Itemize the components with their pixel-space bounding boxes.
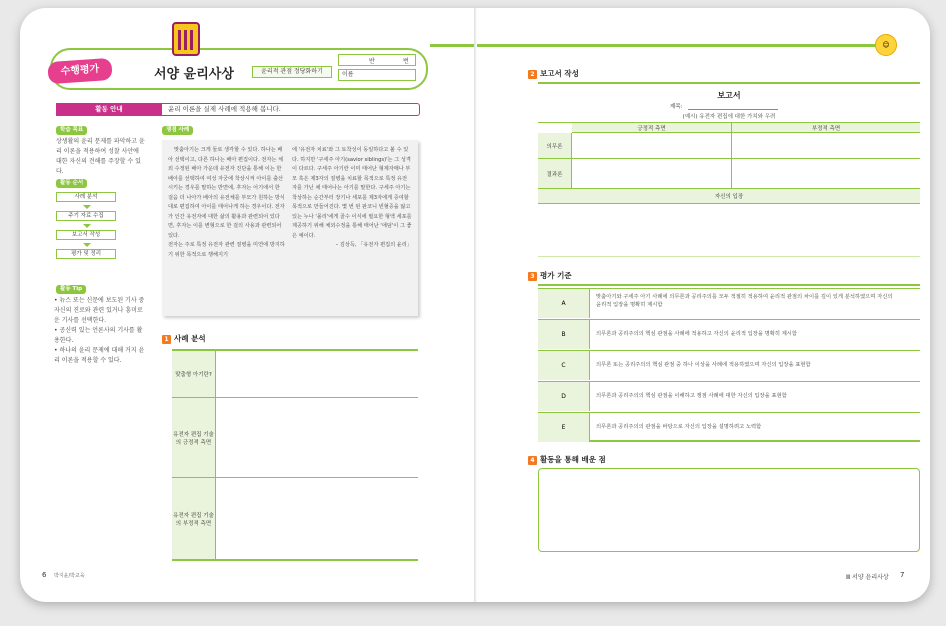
criteria-row-a: A 맞춤아기와 구세주 아기 사례에 의무론과 공리주의를 모두 적절히 적용하여 윤리적 관점의 차이를 깊이 있게 분석하였으며 자신의 윤리적 입장을 명확히 제시함 (538, 288, 920, 318)
report-title: 2 보고서 작성 (528, 68, 579, 79)
learned-title: 4 활동을 통해 배운 점 (528, 454, 606, 465)
tip-tag: 활동 Tip (56, 285, 86, 294)
arrow-down-icon (83, 205, 91, 209)
report-row-deontology: 의무론 (538, 133, 572, 159)
top-rule (430, 44, 890, 47)
goal-tag: 학습 목표 (56, 126, 87, 135)
analysis-answer-3[interactable] (216, 478, 418, 559)
arrow-down-icon (83, 243, 91, 247)
criteria-row-b: B 의무론과 공리주의의 핵심 관점을 사례에 적용하고 자신의 윤리적 입장을 명확히 제시함 (538, 319, 920, 349)
report-cell-2[interactable] (732, 133, 920, 159)
goal-text: 상생활의 윤리 문제를 파악하고 윤리 이론을 적용하여 성찰 사안에 대한 자신의 견해를 주장할 수 있다. (56, 138, 145, 175)
tip-2: • 공신력 있는 언론사의 기사를 활용한다. (54, 327, 143, 344)
case-text-col1: 맞춤아기는 크게 둘로 생각할 수 있다. 하나는 배아 선택이고, 다른 하나는 배아 편집이다. 전자는 체외 수정된 배아 가운데 유전자 진단을 통해 이는 한 배아를 선택하여 여성 자궁에 착상시켜 아이를 출산시키는 경우를 말하는 반면에, 후자는 어기에서 한 걸음 더 나아가 배아의 유전체를 부모가 원하는 방식대로 편집하여 아이를 태어나게 하는 경우이다. 전자가 인간 유전자에 대한 삶의 활용과 관련되어 있다면, 후자는 이를 변형으로 한 걸의 사용과 관련되어 있다. 전자는 주로 특정 유전자 관련 질병을 미연에 방지하기 위한 목적으로 행해지기 (168, 147, 285, 258)
criteria-title: 3 평가 기준 (528, 270, 572, 281)
report-top-rule (538, 82, 920, 84)
class-field[interactable]: 반 번 (338, 54, 416, 66)
criteria-top-rule (538, 284, 920, 286)
report-col-positive: 긍정적 측면 (572, 123, 732, 133)
book-spine (474, 8, 477, 602)
criteria-row-e: E 의무론과 공리주의의 관점을 바탕으로 자신의 입장을 설명하려고 노력함 (538, 412, 920, 442)
step-3: 보고서 작성 (56, 230, 116, 240)
tip-1: • 뉴스 또는 신문에 보도된 기사 중 자신의 진로와 관련 있거나 흥미로운 기사를 선택한다. (54, 297, 145, 324)
criteria-row-c: C 의무론 또는 공리주의의 핵심 관점 중 하나 이상을 사례에 적용하였으며 자신의 입장을 표현함 (538, 350, 920, 380)
analysis-title: 1 사례 분석 (162, 333, 206, 344)
report-position-header: 자신의 입장 (538, 189, 920, 203)
analysis-row-2: 유전자 편집 기술의 긍정적 측면 (172, 398, 216, 478)
subtitle-box: 윤리적 관점 정당화하기 (252, 66, 332, 78)
analysis-row-3: 유전자 편집 기술의 부정적 측면 (172, 478, 216, 559)
learned-answer-box[interactable] (538, 468, 920, 552)
page-number-left: 6 (42, 571, 47, 579)
footer-chapter: Ⅲ 서양 윤리사상 (846, 574, 889, 581)
report-subject-input[interactable] (688, 109, 778, 110)
report-position-answer[interactable] (538, 205, 920, 257)
page-title: 서양 윤리사상 (154, 67, 234, 82)
assessment-badge: 수행평가 (47, 58, 112, 84)
case-tag: 쟁점 사례 (162, 126, 193, 135)
criteria-row-d: D 의무론과 공리주의의 핵심 관점을 이해하고 쟁점 사례에 대한 자신의 입장을 표현함 (538, 381, 920, 411)
order-tag: 활동 순서 (56, 179, 87, 188)
notebook-icon (172, 22, 200, 56)
banner-label: 활동 안내 (56, 103, 162, 116)
tip-3: • 하나의 윤리 문제에 대해 거지 윤리 이론을 적용할 수 있다. (54, 347, 145, 364)
report-example: (예시) 유전자 편집에 대한 가치와 우려 (682, 114, 776, 120)
step-4: 평가 및 정리 (56, 249, 116, 259)
arrow-down-icon (83, 224, 91, 228)
analysis-row-1: 맞춤형 아기란? (172, 351, 216, 398)
step-1: 사례 분석 (56, 192, 116, 202)
analysis-answer-2[interactable] (216, 398, 418, 478)
banner-text: 윤리 이론을 실제 사례에 적용해 봅니다. (168, 105, 281, 113)
report-cell-3[interactable] (572, 159, 732, 189)
page-number-right: 7 (900, 571, 905, 579)
report-cell-4[interactable] (732, 159, 920, 189)
analysis-answer-1[interactable] (216, 351, 418, 398)
report-cell-1[interactable] (572, 133, 732, 159)
step-2: 주기 자료 수집 (56, 211, 116, 221)
report-subject-label: 제목: (670, 104, 683, 110)
report-col-negative: 부정적 측면 (732, 123, 920, 133)
case-box (162, 140, 418, 316)
case-text-col2: 에 '유전자 치료'와 그 토착성이 동일하다고 볼 수 있다. 하지만 '구세주 아기(savior siblings)'는 그 성격이 다르다. 구세주 아기란 이미 태어난 형제자매나 부모 혹은 제3자의 질병을 치료할 목적으로 특정 유전자를 가닌 채 태어나는 아기를 말한다. 구세주 아기는 착상하는 순간부터 장기나 세포를 제3자에게 증여할 목적으로 만들어진다. 몇 번 된 판코니 빈혈증을 앓고 있는 누나 '몰리'에게 골수 이식에 필요한 형액 세포를 제공하기 위해 체외수정을 통해 태어난 '애덤'이 그 좋은 예이다. – 김상득, 「유전자 편집의 윤리」 (292, 147, 412, 248)
report-row-consequentialism: 결과론 (538, 159, 572, 189)
textbook-spread (20, 8, 930, 602)
sun-mascot-icon: ☺ (875, 34, 897, 56)
name-field[interactable]: 이름 (338, 69, 416, 81)
report-heading: 보고서 (717, 91, 741, 100)
footer-publisher: 박지윤/박교육 (54, 573, 85, 579)
